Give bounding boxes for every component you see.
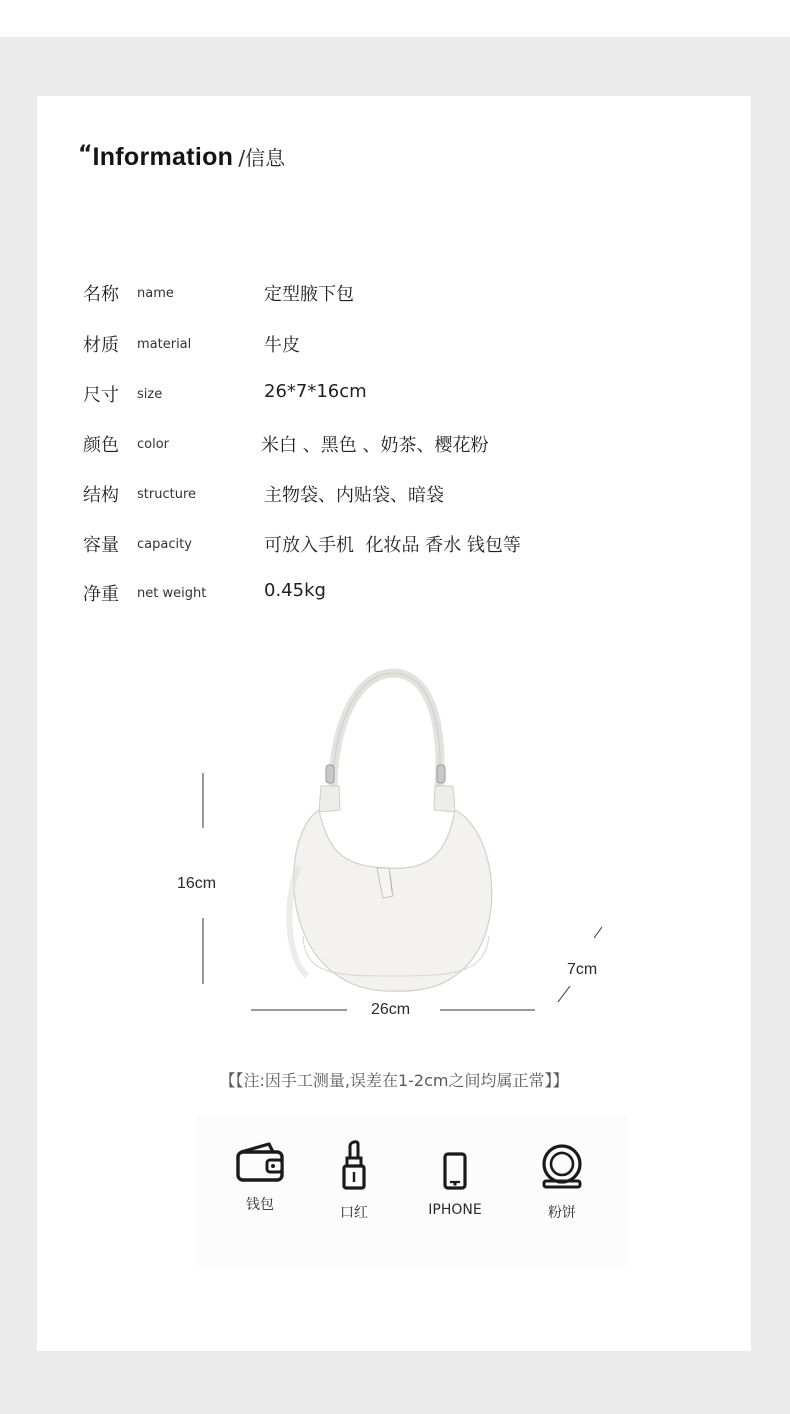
phone-icon (440, 1138, 470, 1192)
wallet-icon (233, 1138, 287, 1184)
spec-label-cn: 尺寸 (83, 385, 119, 406)
spec-value: 牛皮 (264, 335, 300, 356)
clasp-detail (390, 874, 392, 892)
bag-clasp (377, 868, 393, 898)
spec-label-en: size (137, 387, 163, 402)
spec-label-cn: 颜色 (83, 435, 119, 456)
bag-shading (289, 866, 307, 976)
spec-row-material (83, 329, 703, 359)
item-wallet (215, 1138, 305, 1214)
spec-row-name (83, 278, 703, 308)
spec-row-structure (83, 479, 703, 509)
spec-value: 可放入手机 化妆品 香水 钱包等 (264, 535, 521, 556)
spec-value: 米白 、黑色 、奶茶、樱花粉 (261, 435, 489, 456)
spec-label-cn: 容量 (83, 535, 119, 556)
lipstick-icon (339, 1138, 369, 1192)
spec-label-en: structure (137, 487, 196, 502)
item-lipstick (309, 1138, 399, 1222)
height-dimension-label: 16cm (177, 875, 217, 892)
compact-mirror-icon (538, 1138, 586, 1192)
item-label: 钱包 (246, 1197, 274, 1213)
spec-label-en: capacity (137, 537, 192, 552)
ring-left (326, 765, 334, 783)
page-title (78, 142, 285, 172)
bag-body (294, 810, 492, 991)
spec-row-color (83, 429, 703, 459)
spec-label-en: name (137, 286, 174, 301)
spec-row-size (83, 379, 703, 409)
bag-handle-edge (333, 673, 440, 786)
spec-label-cn: 净重 (83, 584, 119, 605)
spec-value: 0.45kg (264, 580, 326, 601)
depth-dimension-label: 7cm (567, 961, 598, 978)
title-english: Information (92, 143, 234, 171)
depth-line-top (594, 927, 602, 938)
spec-row-capacity (83, 529, 703, 559)
bag-handle (333, 673, 440, 786)
item-label: IPHONE (428, 1202, 482, 1218)
spec-label-cn: 名称 (83, 284, 119, 305)
spec-value: 主物袋、内贴袋、暗袋 (264, 485, 444, 506)
spec-label-en: material (137, 337, 192, 352)
title-quote-mark: “ (78, 142, 93, 167)
spec-label-cn: 结构 (83, 485, 119, 506)
spec-value: 定型腋下包 (264, 284, 354, 305)
ring-right (437, 765, 445, 783)
measurement-note: 【【注:因手工测量,误差在1-2cm之间均属正常】】 (219, 1071, 569, 1090)
spec-label-en: color (137, 437, 170, 452)
info-card (37, 96, 751, 1351)
item-label: 粉饼 (548, 1205, 576, 1221)
tab-right (434, 786, 455, 812)
spec-value: 26*7*16cm (264, 381, 367, 402)
depth-line-bottom (558, 986, 570, 1002)
spec-label-cn: 材质 (83, 335, 119, 356)
width-dimension-label: 26cm (371, 1001, 411, 1018)
title-chinese: /信息 (238, 146, 286, 170)
spec-label-en: net weight (137, 586, 207, 601)
bag-seam (303, 936, 489, 976)
item-label: 口红 (340, 1205, 368, 1221)
spec-row-net-weight (83, 578, 703, 608)
tab-left (319, 786, 340, 812)
item-compact (517, 1138, 607, 1222)
item-iphone (410, 1138, 500, 1218)
